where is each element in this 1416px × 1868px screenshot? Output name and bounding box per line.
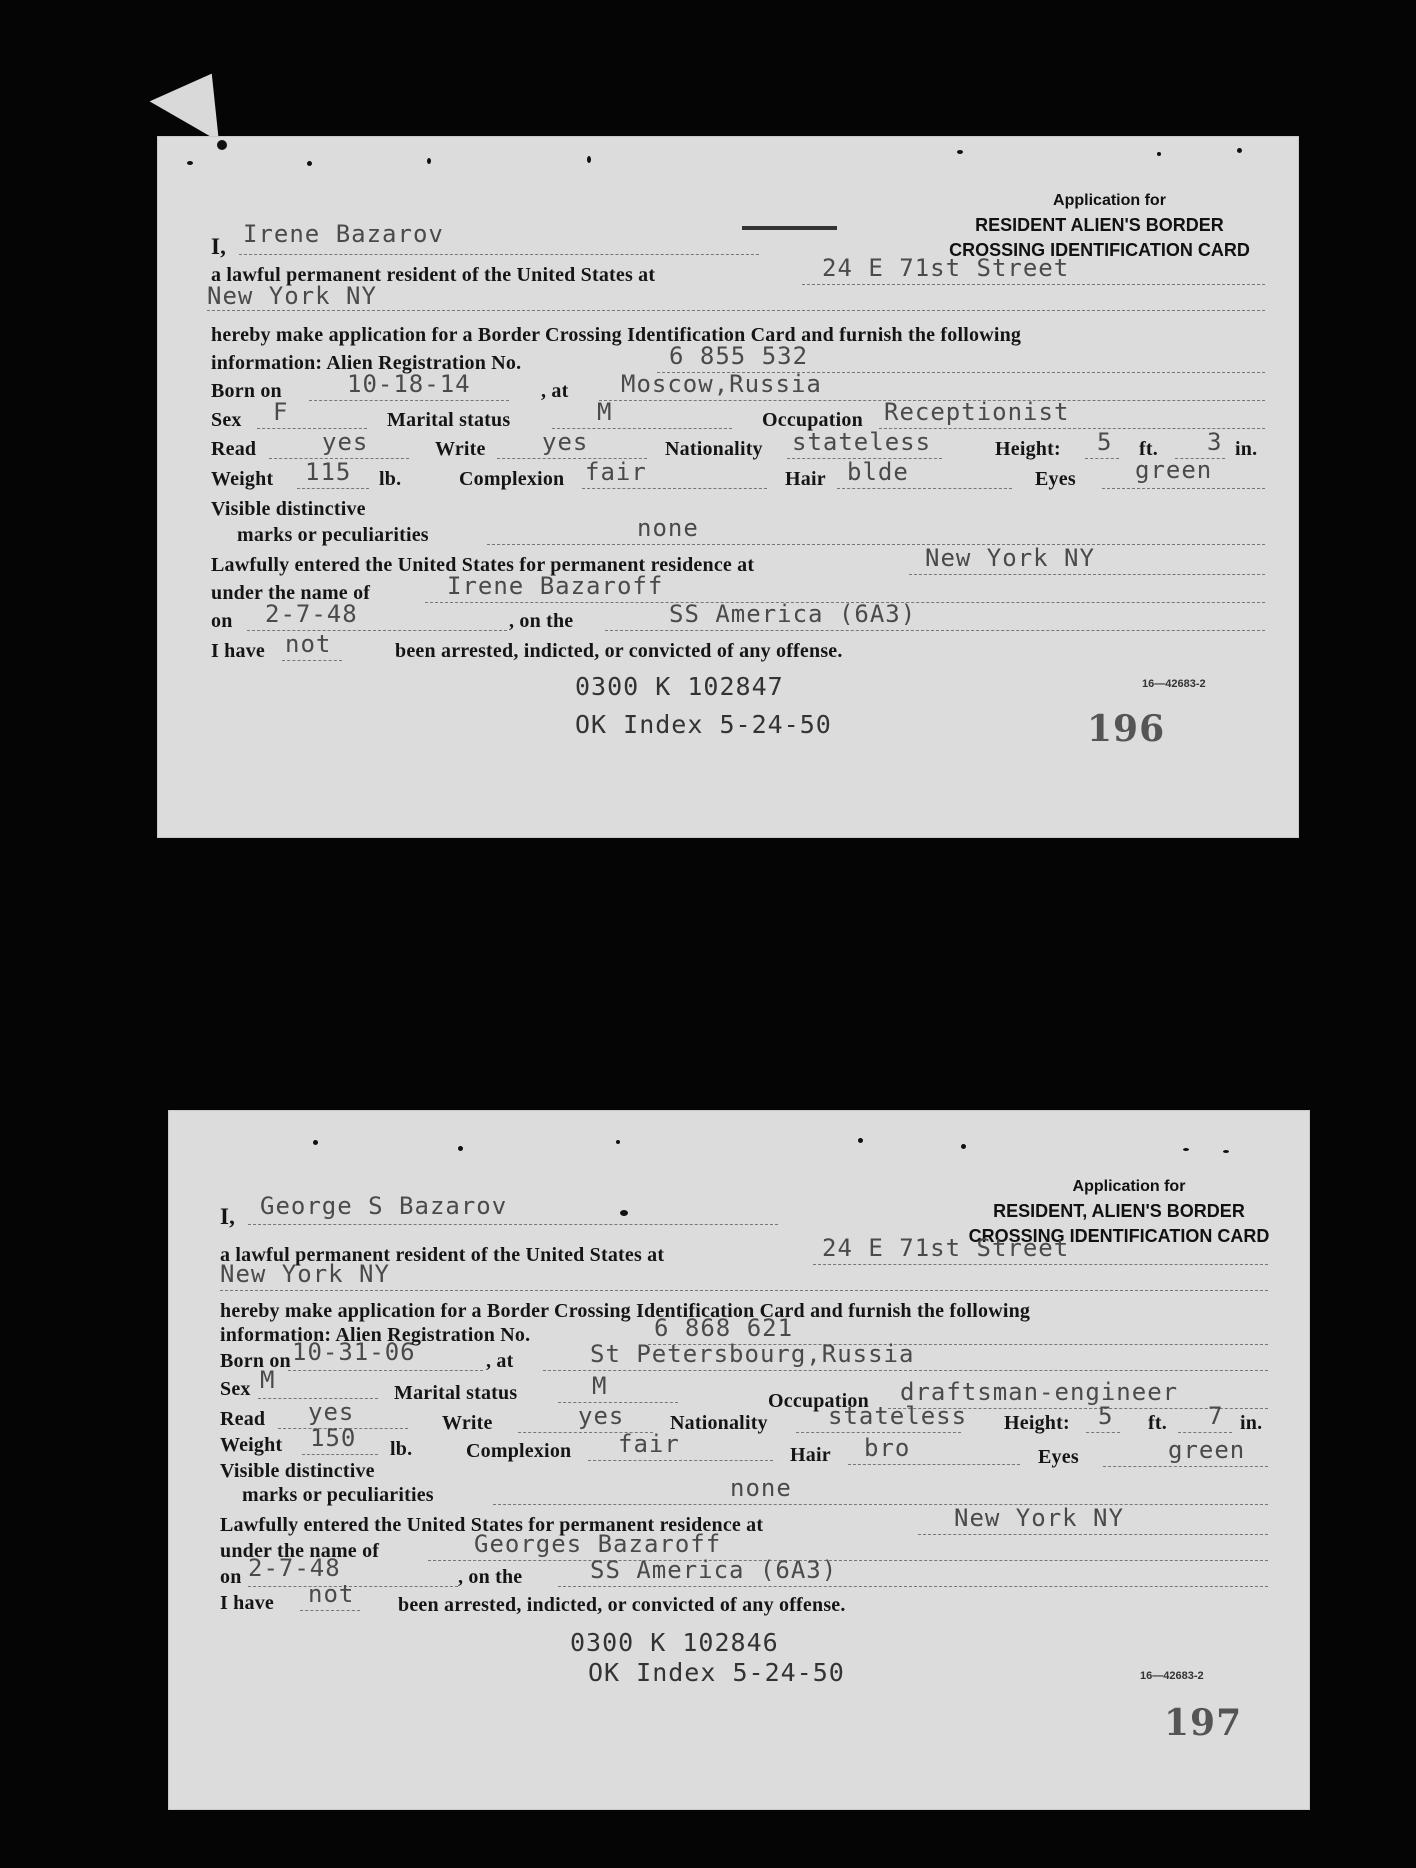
height-feet: 5: [1097, 428, 1113, 456]
label-weight: Weight: [220, 1434, 283, 1456]
arrested-line: [300, 1610, 360, 1611]
label-under-name: under the name of: [220, 1540, 380, 1562]
header-line-3: CROSSING IDENTIFICATION CARD: [949, 240, 1250, 260]
speck: [1237, 148, 1242, 153]
index-stamp: OK Index 5-24-50: [588, 1658, 845, 1687]
occupation-value: Receptionist: [884, 398, 1070, 426]
header-line-2: RESIDENT, ALIEN'S BORDER: [993, 1201, 1245, 1221]
eyes-value: green: [1168, 1436, 1246, 1464]
header-line-1: Application for: [1053, 192, 1166, 209]
label-eyes: Eyes: [1038, 1446, 1079, 1468]
label-hereby: hereby make application for a Border Crossing Identification Card and furnish the following: [211, 324, 1022, 346]
label-sex: Sex: [220, 1378, 251, 1400]
label-visible-distinctive: Visible distinctive: [211, 498, 366, 520]
label-height: Height:: [995, 438, 1061, 460]
height-inches: 7: [1208, 1402, 1224, 1430]
label-born-on: Born on: [211, 380, 282, 402]
label-eyes: Eyes: [1035, 468, 1076, 490]
label-under-name: under the name of: [211, 582, 371, 604]
weight-value: 115: [305, 458, 352, 486]
address-line-2-underline: [220, 1290, 1268, 1291]
form-number: 16—42683-2: [1140, 1670, 1204, 1682]
name-line: [239, 254, 759, 255]
label-marital-status: Marital status: [394, 1382, 518, 1404]
label-marks: marks or peculiarities: [242, 1484, 434, 1506]
label-hair: Hair: [785, 468, 826, 490]
address-line-2-underline: [207, 310, 1265, 311]
label-born-on: Born on: [220, 1350, 291, 1372]
label-i-have: I have: [211, 640, 265, 662]
label-i: I,: [211, 234, 227, 259]
card-number: 196: [1087, 708, 1166, 750]
file-stamp: 0300 K 102847: [575, 672, 784, 701]
label-i-have: I have: [220, 1592, 274, 1614]
label-i: I,: [220, 1204, 236, 1229]
label-hereby: hereby make application for a Border Crossing Identification Card and furnish the following: [220, 1300, 1031, 1322]
marks-line: [487, 544, 1265, 545]
complexion-value: fair: [618, 1430, 680, 1458]
label-on-the: , on the: [509, 610, 574, 632]
complexion-value: fair: [585, 458, 647, 486]
label-visible-distinctive: Visible distinctive: [220, 1460, 375, 1482]
label-ft: ft.: [1148, 1412, 1167, 1434]
label-occupation: Occupation: [762, 409, 863, 431]
label-at: , at: [486, 1350, 514, 1372]
label-nationality: Nationality: [665, 438, 763, 460]
card-number: 197: [1164, 1702, 1243, 1744]
entry-place-line: [909, 574, 1265, 575]
index-stamp: OK Index 5-24-50: [575, 710, 832, 739]
arrested-value: not: [285, 630, 332, 658]
marital-status-value: M: [597, 398, 613, 426]
height-feet-line: [1085, 458, 1119, 459]
write-value: yes: [578, 1402, 625, 1430]
occupation-value: draftsman-engineer: [900, 1378, 1179, 1406]
vessel-line: [558, 1586, 1268, 1587]
height-inches-line: [1178, 1432, 1232, 1433]
entry-date: 2-7-48: [248, 1554, 341, 1582]
vessel-name: SS America (6A3): [669, 600, 917, 628]
birth-date-line: [288, 1370, 483, 1371]
speck: [1183, 1148, 1189, 1151]
applicant-name: Irene Bazarov: [243, 220, 444, 248]
speck: [458, 1146, 463, 1151]
name-line: [248, 1224, 778, 1225]
speck: [313, 1140, 318, 1145]
nationality-line: [796, 1432, 961, 1433]
label-resident: a lawful permanent resident of the United States at: [220, 1244, 665, 1266]
label-lawfully-entered: Lawfully entered the United States for permanent residence at: [211, 554, 755, 576]
registration-number: 6 868 621: [654, 1314, 794, 1342]
label-on-the: , on the: [458, 1566, 523, 1588]
label-in: in.: [1240, 1412, 1263, 1434]
hair-value: bro: [864, 1434, 911, 1462]
entry-name: Irene Bazaroff: [447, 572, 664, 600]
header-line-3: CROSSING IDENTIFICATION CARD: [968, 1226, 1270, 1246]
entry-place: New York NY: [954, 1504, 1124, 1532]
speck: [957, 150, 963, 154]
label-lawfully-entered: Lawfully entered the United States for permanent residence at: [220, 1514, 764, 1536]
entry-place-line: [918, 1534, 1268, 1535]
speck: [307, 161, 312, 166]
hair-line: [848, 1464, 1020, 1465]
birth-date-line: [309, 400, 509, 401]
label-write: Write: [435, 438, 486, 460]
height-feet-line: [1086, 1432, 1120, 1433]
marks-value: none: [730, 1474, 792, 1502]
label-read: Read: [220, 1408, 266, 1430]
label-nationality: Nationality: [670, 1412, 768, 1434]
label-marks: marks or peculiarities: [237, 524, 429, 546]
eyes-line: [1102, 488, 1265, 489]
write-value: yes: [542, 428, 589, 456]
header-line-1: Application for: [1072, 1178, 1186, 1195]
applicant-name: George S Bazarov: [260, 1192, 508, 1220]
speck: [1223, 1150, 1229, 1153]
label-complexion: Complexion: [466, 1440, 572, 1462]
entry-name: Georges Bazaroff: [474, 1530, 722, 1558]
weight-line: [302, 1454, 378, 1455]
speck: [427, 158, 431, 164]
birth-date: 10-31-06: [292, 1338, 416, 1366]
label-in: in.: [1235, 438, 1258, 460]
address-line: [802, 284, 1265, 285]
label-information: information: Alien Registration No.: [220, 1324, 531, 1346]
label-ft: ft.: [1139, 438, 1158, 460]
torn-corner: [150, 54, 247, 142]
label-height: Height:: [1004, 1412, 1070, 1434]
form-number: 16—42683-2: [1142, 678, 1206, 690]
birth-place-line: [543, 1370, 1268, 1371]
card-header: [917, 188, 1282, 263]
label-on: on: [220, 1566, 242, 1588]
vessel-line: [605, 630, 1265, 631]
marks-line: [493, 1504, 1268, 1505]
label-information: information: Alien Registration No.: [211, 352, 522, 374]
label-sex: Sex: [211, 409, 242, 431]
hair-line: [837, 488, 1012, 489]
arrested-line: [282, 660, 342, 661]
speck: [1157, 152, 1161, 156]
address-line-1: 24 E 71st Street: [822, 1234, 1070, 1262]
entry-place: New York NY: [925, 544, 1095, 572]
height-inches: 3: [1207, 428, 1223, 456]
registration-number: 6 855 532: [669, 342, 809, 370]
label-at: , at: [541, 380, 569, 402]
speck: [616, 1140, 620, 1144]
entry-name-line: [428, 1560, 1268, 1561]
label-lb: lb.: [379, 468, 402, 490]
entry-date: 2-7-48: [265, 600, 358, 628]
marital-status-value: M: [592, 1372, 608, 1400]
label-complexion: Complexion: [459, 468, 565, 490]
speck: [620, 1210, 628, 1216]
label-been-arrested: been arrested, indicted, or convicted of any offense.: [398, 1594, 846, 1616]
address-line: [813, 1264, 1268, 1265]
header-line-2: RESIDENT ALIEN'S BORDER: [975, 215, 1224, 235]
hair-value: blde: [847, 458, 909, 486]
read-value: yes: [322, 428, 369, 456]
complexion-line: [588, 1460, 773, 1461]
ink-mark: [742, 226, 837, 230]
label-write: Write: [442, 1412, 493, 1434]
label-been-arrested: been arrested, indicted, or convicted of any offense.: [395, 640, 843, 662]
label-on: on: [211, 610, 233, 632]
speck: [858, 1138, 863, 1143]
label-marital-status: Marital status: [387, 409, 511, 431]
height-feet: 5: [1098, 1402, 1114, 1430]
birth-place: St Petersbourg,Russia: [590, 1340, 915, 1368]
address-line-1: 24 E 71st Street: [822, 254, 1070, 282]
arrested-value: not: [308, 1580, 355, 1608]
birth-date: 10-18-14: [347, 370, 471, 398]
eyes-value: green: [1135, 456, 1213, 484]
complexion-line: [582, 488, 767, 489]
border-crossing-card-1: [157, 136, 1299, 838]
eyes-line: [1103, 1466, 1268, 1467]
sex-value: M: [260, 1366, 276, 1394]
vessel-name: SS America (6A3): [590, 1556, 838, 1584]
label-occupation: Occupation: [768, 1390, 869, 1412]
file-stamp: 0300 K 102846: [570, 1628, 779, 1657]
birth-place: Moscow,Russia: [621, 370, 822, 398]
read-value: yes: [308, 1398, 355, 1426]
weight-value: 150: [310, 1424, 357, 1452]
label-read: Read: [211, 438, 257, 460]
speck: [961, 1144, 966, 1149]
label-resident: a lawful permanent resident of the United States at: [211, 264, 656, 286]
address-line-2: New York NY: [207, 282, 377, 310]
sex-value: F: [273, 398, 289, 426]
border-crossing-card-2: [168, 1110, 1310, 1810]
label-lb: lb.: [390, 1438, 413, 1460]
nationality-value: stateless: [828, 1402, 968, 1430]
speck: [587, 156, 591, 163]
marks-value: none: [637, 514, 699, 542]
address-line-2: New York NY: [220, 1260, 390, 1288]
speck: [217, 140, 227, 150]
speck: [187, 161, 193, 165]
nationality-value: stateless: [792, 428, 932, 456]
weight-line: [297, 488, 369, 489]
label-weight: Weight: [211, 468, 274, 490]
label-hair: Hair: [790, 1444, 831, 1466]
